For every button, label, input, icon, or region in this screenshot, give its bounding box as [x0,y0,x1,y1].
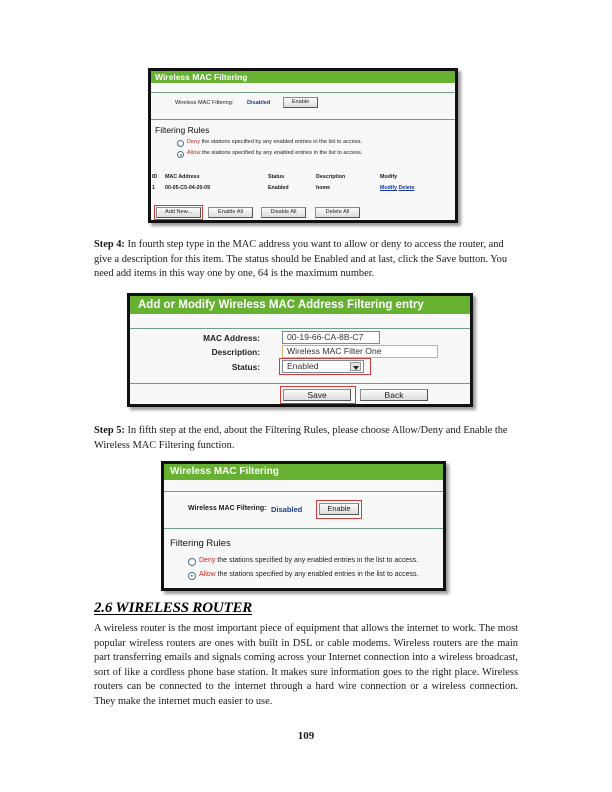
step-5-paragraph [94,424,518,453]
filtering-rules-heading: Filtering Rules [170,538,231,549]
add-new-highlight [154,205,203,220]
disable-all-button[interactable]: Disable All [261,207,306,218]
modify-link[interactable]: Modify [380,185,398,191]
step-4-paragraph [94,238,518,282]
step-4-text: In fourth step type in the MAC address you want to allow or deny to access the router, and give a description for this item. The status should be Enabled and at last, click the Save button. You need add items in this way one by one, 64 is the maximum number. [94,239,508,280]
back-button[interactable]: Back [360,389,428,401]
col-header-mac: MAC Address [165,174,200,180]
deny-rule-text [199,557,418,564]
col-header-id: ID [152,174,158,180]
deny-radio[interactable] [188,558,196,566]
page-number: 109 [297,730,315,742]
divider [164,528,443,529]
step-5-label: Step 5: [94,425,125,436]
enable-button[interactable]: Enable [283,97,318,108]
allow-rule-text [187,150,362,156]
allow-description: the stations specified by any enabled entries in the list to access. [215,571,419,578]
row-actions [380,185,414,191]
col-header-status: Status [268,174,285,180]
deny-keyword: Deny [199,557,216,564]
panel-title: Wireless MAC Filtering [151,71,455,83]
divider [151,119,455,120]
section-heading: 2.6 WIRELESS ROUTER [94,600,253,616]
panel-title: Wireless MAC Filtering [164,464,443,480]
deny-description: the stations specified by any enabled entries in the list to access. [200,139,363,145]
allow-radio[interactable] [188,572,196,580]
mac-address-label: MAC Address: [203,333,260,343]
col-header-modify: Modify [380,174,398,180]
mac-filtering-enable-screenshot [161,461,446,591]
enable-highlight [316,500,362,519]
filtering-label: Wireless MAC Filtering: [188,505,267,512]
row-description: home [316,185,331,191]
step-5-text: In fifth step at the end, about the Filtering Rules, please choose Allow/Deny and Enable the Wireless MAC Filtering function. [94,425,508,451]
description-input[interactable]: Wireless MAC Filter One [282,345,438,358]
deny-keyword: Deny [187,139,201,145]
delete-all-button[interactable]: Delete All [315,207,360,218]
deny-description: the stations specified by any enabled entries in the list to access. [215,557,419,564]
status-label: Status: [231,362,260,372]
filtering-rules-heading: Filtering Rules [155,125,210,135]
filtering-label: Wireless MAC Filtering: [175,100,234,106]
row-id: 1 [152,185,155,191]
allow-keyword: Allow [199,571,216,578]
section-body: A wireless router is the most important piece of equipment that allows the internet to work. The most popular wireless routers are ones with built in DSL or cable modems. Wireless routers are the main part transferring emails and signals coming across your Internet connection into a wireless broadcast, sort of like a cordless phone base station. It makes sure information goes to the right place. Wireless routers can be connected to the internet through a hard wire connection or a wireless connection. They make the internet much easier to use. [94,623,518,707]
save-button[interactable]: Save [283,389,351,401]
add-mac-entry-screenshot [127,293,473,407]
delete-link[interactable]: Delete [398,185,415,191]
divider [130,328,470,329]
step-4-label: Step 4: [94,239,125,250]
enable-button[interactable]: Enable [319,503,359,515]
allow-keyword: Allow [187,150,201,156]
divider [151,92,455,93]
allow-description: the stations specified by any enabled entries in the list to access. [200,150,363,156]
col-header-description: Description [316,174,346,180]
filtering-status: Disabled [271,505,303,514]
filtering-status: Disabled [247,100,271,106]
mac-filtering-screenshot [148,68,458,223]
allow-radio[interactable] [177,151,184,158]
description-label: Description: [211,347,260,357]
row-mac: 00-05-C5-04-20-09 [165,185,211,191]
deny-rule-text [187,139,362,145]
row-status: Enabled [268,185,289,191]
panel-title: Add or Modify Wireless MAC Address Filtering entry [130,296,470,314]
divider [164,491,443,492]
enable-all-button[interactable]: Enable All [208,207,253,218]
status-highlight [279,358,371,375]
status-value: Enabled [287,361,319,371]
add-new-button[interactable]: Add New... [156,207,201,218]
deny-radio[interactable] [177,140,184,147]
save-highlight [280,386,356,404]
allow-rule-text [199,571,418,578]
mac-address-input[interactable]: 00-19-66-CA-8B-C7 [282,331,380,344]
divider [130,383,470,384]
